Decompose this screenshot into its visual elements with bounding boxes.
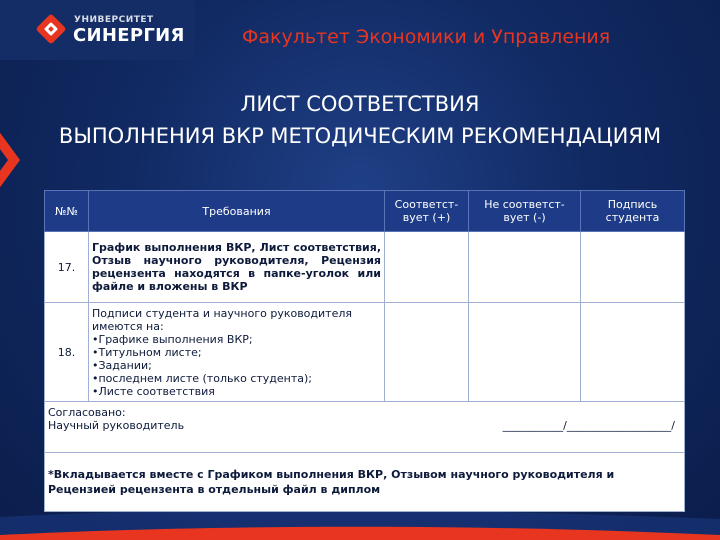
row-requirement-text xyxy=(89,303,385,402)
list-item: •Задании; xyxy=(92,358,152,372)
logo-small-text: УНИВЕРСИТЕТ xyxy=(74,15,154,25)
approval-row xyxy=(45,402,685,453)
not-complies-cell[interactable] xyxy=(469,303,581,402)
complies-cell[interactable] xyxy=(385,232,469,303)
header-requirements: Требования xyxy=(89,191,385,232)
row-number: 17. xyxy=(45,232,89,303)
note-row xyxy=(45,453,685,512)
row-requirement-text: График выполнения ВКР, Лист соответствия, Отзыв научного руководителя, Рецензия рецензента находятся в папке-уголок или файле и вложены в ВКР xyxy=(89,232,385,303)
faculty-title: Факультет Экономики и Управления xyxy=(242,26,611,48)
title-line-1: ЛИСТ СООТВЕТСТВИЯ xyxy=(240,92,480,116)
signature-line[interactable]: ___________/___________________/ xyxy=(502,419,675,432)
table-row xyxy=(45,303,685,402)
header xyxy=(0,0,720,62)
page-title xyxy=(0,88,720,152)
header-num: №№ xyxy=(45,191,89,232)
list-item: •последнем листе (только студента); xyxy=(92,371,313,385)
note-text: *Вкладывается вместе с Графиком выполнения ВКР, Отзывом научного руководителя и Рецензией рецензента в отдельный файл в диплом xyxy=(45,453,685,512)
signature-cell[interactable] xyxy=(581,303,685,402)
signature-line-row xyxy=(48,419,681,432)
not-complies-cell[interactable] xyxy=(469,232,581,303)
title-line-2: ВЫПОЛНЕНИЯ ВКР МЕТОДИЧЕСКИМ РЕКОМЕНДАЦИЯМ xyxy=(58,124,662,148)
list-item: •Титульном листе; xyxy=(92,345,202,359)
university-logo xyxy=(0,0,195,60)
synergy-logo-icon xyxy=(36,14,66,44)
supervisor-label: Научный руководитель xyxy=(48,419,185,432)
agreed-label: Согласовано: xyxy=(48,406,126,419)
complies-cell[interactable] xyxy=(385,303,469,402)
red-chevron-icon xyxy=(0,130,20,190)
header-student-signature: Подпись студента xyxy=(581,191,685,232)
logo-big-text: СИНЕРГИЯ xyxy=(73,25,185,46)
header-not-complies: Не соответст-вует (-) xyxy=(469,191,581,232)
list-item: •Листе соответствия xyxy=(92,384,215,398)
header-complies: Соответст-вует (+) xyxy=(385,191,469,232)
list-item: •Графике выполнения ВКР; xyxy=(92,332,253,346)
row-number: 18. xyxy=(45,303,89,402)
table-row xyxy=(45,232,685,303)
compliance-table xyxy=(44,190,684,500)
approval-cell xyxy=(45,402,685,453)
signature-cell[interactable] xyxy=(581,232,685,303)
table-header-row xyxy=(45,191,685,232)
requirement-intro: Подписи студента и научного руководителя имеются на: xyxy=(92,306,352,333)
